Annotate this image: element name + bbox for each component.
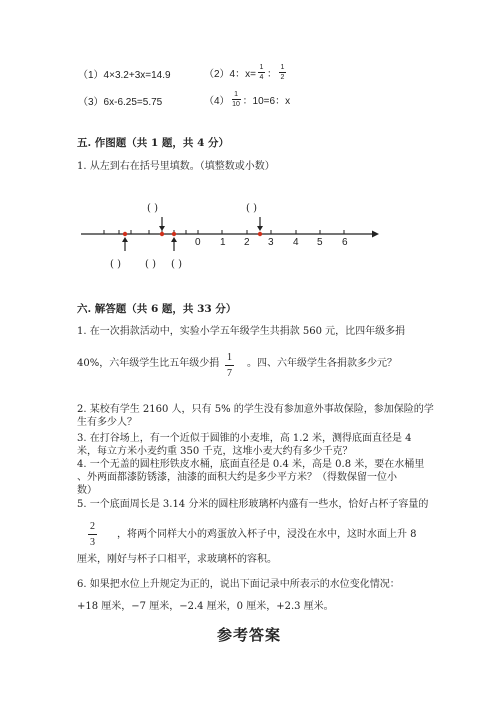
section-5-question-1: 1. 从左到右在括号里填数。（填整数或小数） [77, 161, 275, 172]
equation-2-prefix: （2）4：x= [204, 68, 256, 80]
number-line-point-4 [258, 232, 262, 236]
fraction-two-thirds: 2 3 [90, 521, 95, 548]
tick-label-0: 0 [195, 237, 201, 248]
question-3-line-1: 3. 在打谷场上，有一个近似于圆锥的小麦堆，高 1.2 米，测得底面直径是 4 [77, 433, 412, 444]
fraction-one-tenth: $\frac{1}{10}$ [232, 90, 240, 108]
equation-1: （1）4×3.2+3x=14.9 [78, 70, 171, 81]
number-line-point-1 [123, 232, 127, 236]
question-4-line-3: 数） [77, 485, 97, 496]
equation-4-prefix: （4） [204, 95, 230, 107]
question-4-line-2: 、外两面都漆防锈漆，油漆的面积大约是多少平方米？（得数保留一位小 [77, 472, 397, 483]
question-2-line-1: 2. 某校有学生 2160 人，只有 5% 的学生没有参加意外事故保险，参加保险的学 [77, 404, 434, 415]
tick-label-5: 5 [317, 237, 323, 248]
top-blank-1: ( ) [147, 203, 158, 214]
question-6-line-2: +18 厘米，−7 厘米，−2.4 厘米，0 厘米，+2.3 厘米。 [77, 601, 334, 612]
question-5-line-2: ，将两个同样大小的鸡蛋放入杯子中，浸没在水中，这时水面上升 8 [117, 529, 417, 540]
question-4-line-1: 4. 一个无盖的圆柱形铁皮水桶，底面直径是 0.4 米，高是 0.8 米，要在水桶里 [77, 459, 425, 470]
question-5-line-1: 5. 一个底面周长是 3.14 分米的圆柱形玻璃杯内盛有一些水，恰好占杯子容量的 [77, 499, 429, 510]
number-line-diagram [76, 195, 386, 275]
bottom-blank-1: ( ) [110, 259, 121, 270]
question-3-line-2: 米，每立方米小麦约重 350 千克，这堆小麦大约有多少千克？ [77, 446, 353, 457]
tick-label-3: 3 [268, 237, 274, 248]
equation-2 [204, 60, 288, 84]
equation-4-suffix: ：10=6：x [242, 95, 291, 107]
fraction-one-half: $\frac{1}{2}$ [280, 63, 285, 81]
arrow-up-2-head [171, 237, 177, 242]
question-1-line-1: 1. 在一次捐款活动中，实验小学五年级学生共捐款 560 元，比四年级多捐 [77, 326, 406, 337]
arrow-up-1-head [122, 237, 128, 242]
top-blank-2: ( ) [246, 203, 257, 214]
arrow-down-1-head [159, 226, 165, 231]
question-6-line-1: 6. 如果把水位上升规定为正的，说出下面记录中所表示的水位变化情况： [77, 579, 400, 590]
arrow-down-2-head [257, 226, 263, 231]
question-1-line-2a: 40%，六年级学生比五年级少捐 [77, 358, 220, 369]
question-5-line-3: 厘米，刚好与杯子口相平，求玻璃杯的容积。 [77, 554, 277, 565]
question-2-line-2: 生有多少人？ [77, 417, 137, 428]
question-1-line-2b: 。四、六年级学生各捐款多少元？ [247, 358, 397, 369]
equation-2-colon: ： [266, 68, 277, 80]
bottom-blank-2: ( ) [145, 259, 156, 270]
bottom-blank-3: ( ) [171, 259, 182, 270]
fraction-one-quarter: $\frac{1}{4}$ [259, 63, 264, 81]
tick-label-2: 2 [244, 237, 250, 248]
equation-4 [204, 87, 290, 111]
tick-label-1: 1 [220, 237, 226, 248]
number-line-point-2 [160, 232, 164, 236]
section-5-heading: 五. 作图题（共 1 题，共 4 分） [77, 137, 230, 149]
number-line-arrowhead [372, 231, 379, 238]
answer-title: 参考答案 [217, 626, 282, 644]
section-6-heading: 六. 解答题（共 6 题，共 33 分） [77, 303, 237, 315]
number-line-point-3 [172, 232, 176, 236]
tick-label-4: 4 [293, 237, 299, 248]
fraction-one-seventh: 1 7 [227, 352, 232, 379]
number-line-ticks [104, 230, 344, 234]
tick-label-6: 6 [342, 237, 348, 248]
equation-3: （3）6x-6.25=5.75 [78, 97, 163, 108]
